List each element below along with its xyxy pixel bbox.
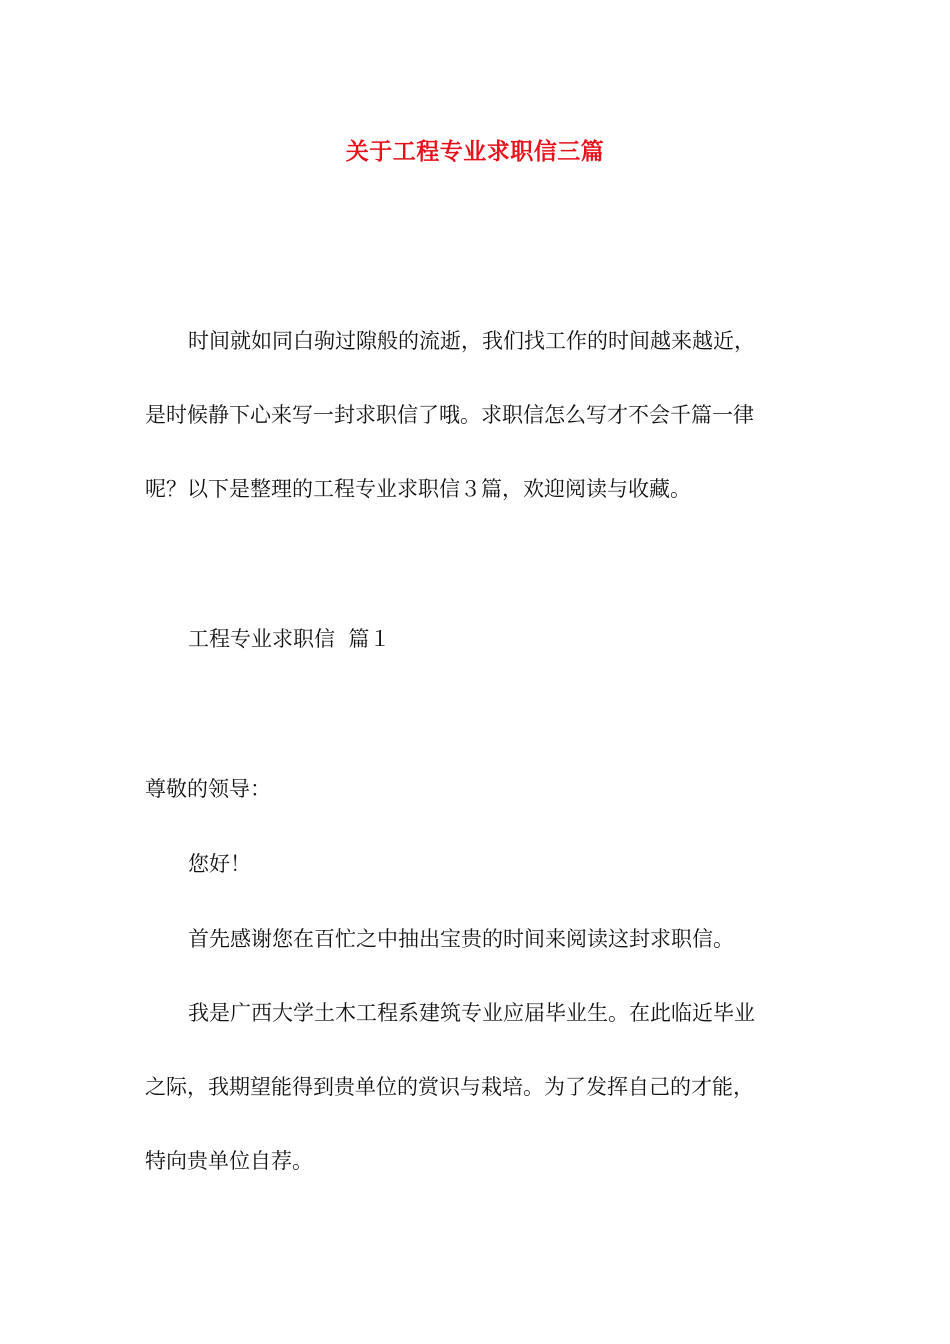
- document-title: 关于工程专业求职信三篇: [345, 139, 605, 165]
- intro-line-1: 时间就如同白驹过隙般的流逝，我们找工作的时间越来越近，: [188, 329, 755, 353]
- section-heading: 工程专业求职信 篇１: [188, 627, 391, 651]
- intro-line-3: 呢？以下是整理的工程专业求职信３篇，欢迎阅读与收藏。: [145, 477, 691, 501]
- thanks-line: 首先感谢您在百忙之中抽出宝贵的时间来阅读这封求职信。: [188, 927, 734, 951]
- greeting: 您好！: [188, 852, 251, 876]
- intro-line-2: 是时候静下心来写一封求职信了哦。求职信怎么写才不会千篇一律: [145, 403, 754, 427]
- self-intro-line-3: 特向贵单位自荐。: [145, 1149, 313, 1173]
- salutation: 尊敬的领导：: [145, 777, 271, 801]
- self-intro-line-1: 我是广西大学土木工程系建筑专业应届毕业生。在此临近毕业: [188, 1001, 755, 1025]
- self-intro-line-2: 之际，我期望能得到贵单位的赏识与栽培。为了发挥自己的才能，: [145, 1075, 754, 1099]
